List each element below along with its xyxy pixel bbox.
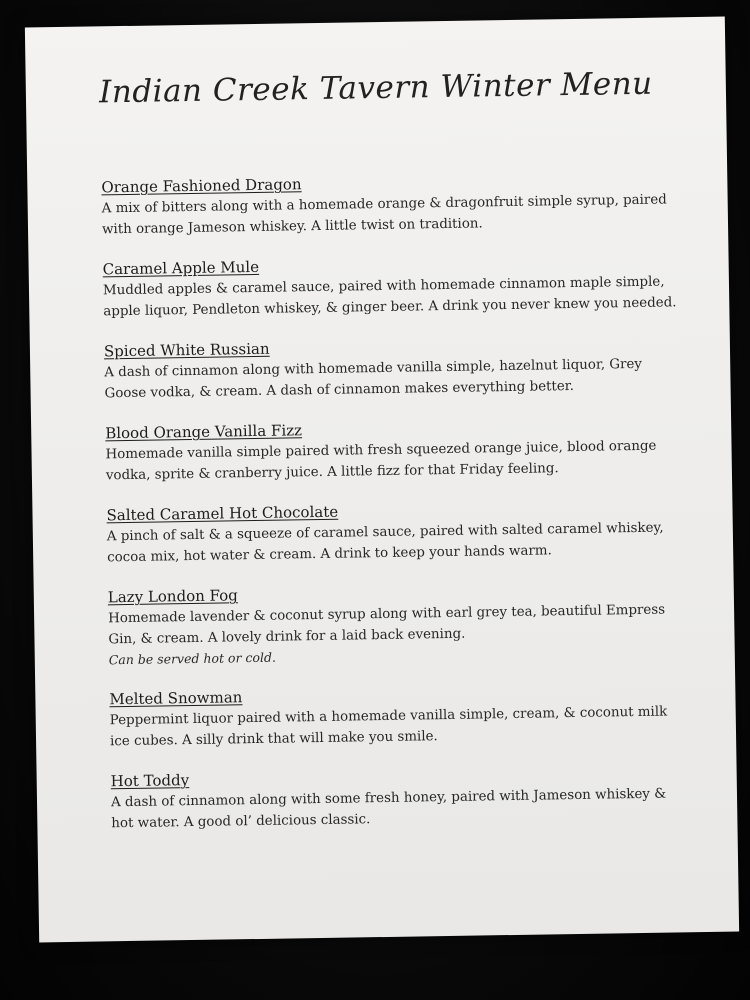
item-description: Muddled apples & caramel sauce, paired with homemade cinnamon maple simple, apple liquor, Pendleton whiskey, & ginger beer. A drink you never knew you needed.: [102, 274, 677, 320]
item-note: Can be served hot or cold.: [108, 649, 277, 668]
item-description: A dash of cinnamon along with some fresh honey, paired with Jameson whiskey & hot water. A good ol’ delicious classic.: [110, 786, 667, 832]
menu-item-blood-orange-vanilla-fizz: [105, 415, 686, 486]
item-name: Melted Snowman: [109, 688, 243, 709]
menu-item-orange-fashioned-dragon: [101, 169, 682, 240]
item-description: A mix of bitters along with a homemade orange & dragonfruit simple syrup, paired with orange Jameson whiskey. A little twist on tradition.: [101, 192, 667, 238]
menu-item-salted-caramel-hot-chocolate: [106, 497, 687, 568]
menu-item-hot-toddy: [111, 763, 692, 834]
menu-title: Indian Creek Tavern Winter Menu: [98, 65, 653, 111]
menu-list: [101, 169, 692, 854]
item-name: Lazy London Fog: [107, 586, 238, 607]
item-description: Homemade vanilla simple paired with fresh squeezed orange juice, blood orange vodka, sprite & cranberry juice. A little fizz for that Friday feeling.: [105, 438, 657, 484]
menu-item-melted-snowman: [109, 681, 690, 752]
item-name: Spiced White Russian: [103, 339, 270, 361]
menu-item-caramel-apple-mule: [103, 251, 684, 322]
item-description: Homemade lavender & coconut syrup along with earl grey tea, beautiful Empress Gin, & cream. A lovely drink for a laid back evening.: [108, 602, 666, 648]
item-name: Salted Caramel Hot Chocolate: [106, 502, 339, 525]
item-name: Caramel Apple Mule: [102, 257, 260, 279]
menu-item-lazy-london-fog: [108, 579, 689, 670]
item-description: Peppermint liquor paired with a homemade vanilla simple, cream, & coconut milk ice cubes. A silly drink that will make you smile.: [109, 704, 668, 750]
item-description: A dash of cinnamon along with homemade vanilla simple, hazelnut liquor, Grey Goose vodka, & cream. A dash of cinnamon makes everything better.: [104, 356, 643, 402]
item-description: A pinch of salt & a squeeze of caramel sauce, paired with salted caramel whiskey, cocoa mix, hot water & cream. A drink to keep your hands warm.: [106, 520, 664, 566]
menu-sheet: [25, 17, 739, 943]
item-name: Orange Fashioned Dragon: [101, 175, 302, 197]
menu-item-spiced-white-russian: [104, 333, 685, 404]
item-name: Blood Orange Vanilla Fizz: [105, 421, 303, 443]
item-name: Hot Toddy: [110, 771, 190, 791]
